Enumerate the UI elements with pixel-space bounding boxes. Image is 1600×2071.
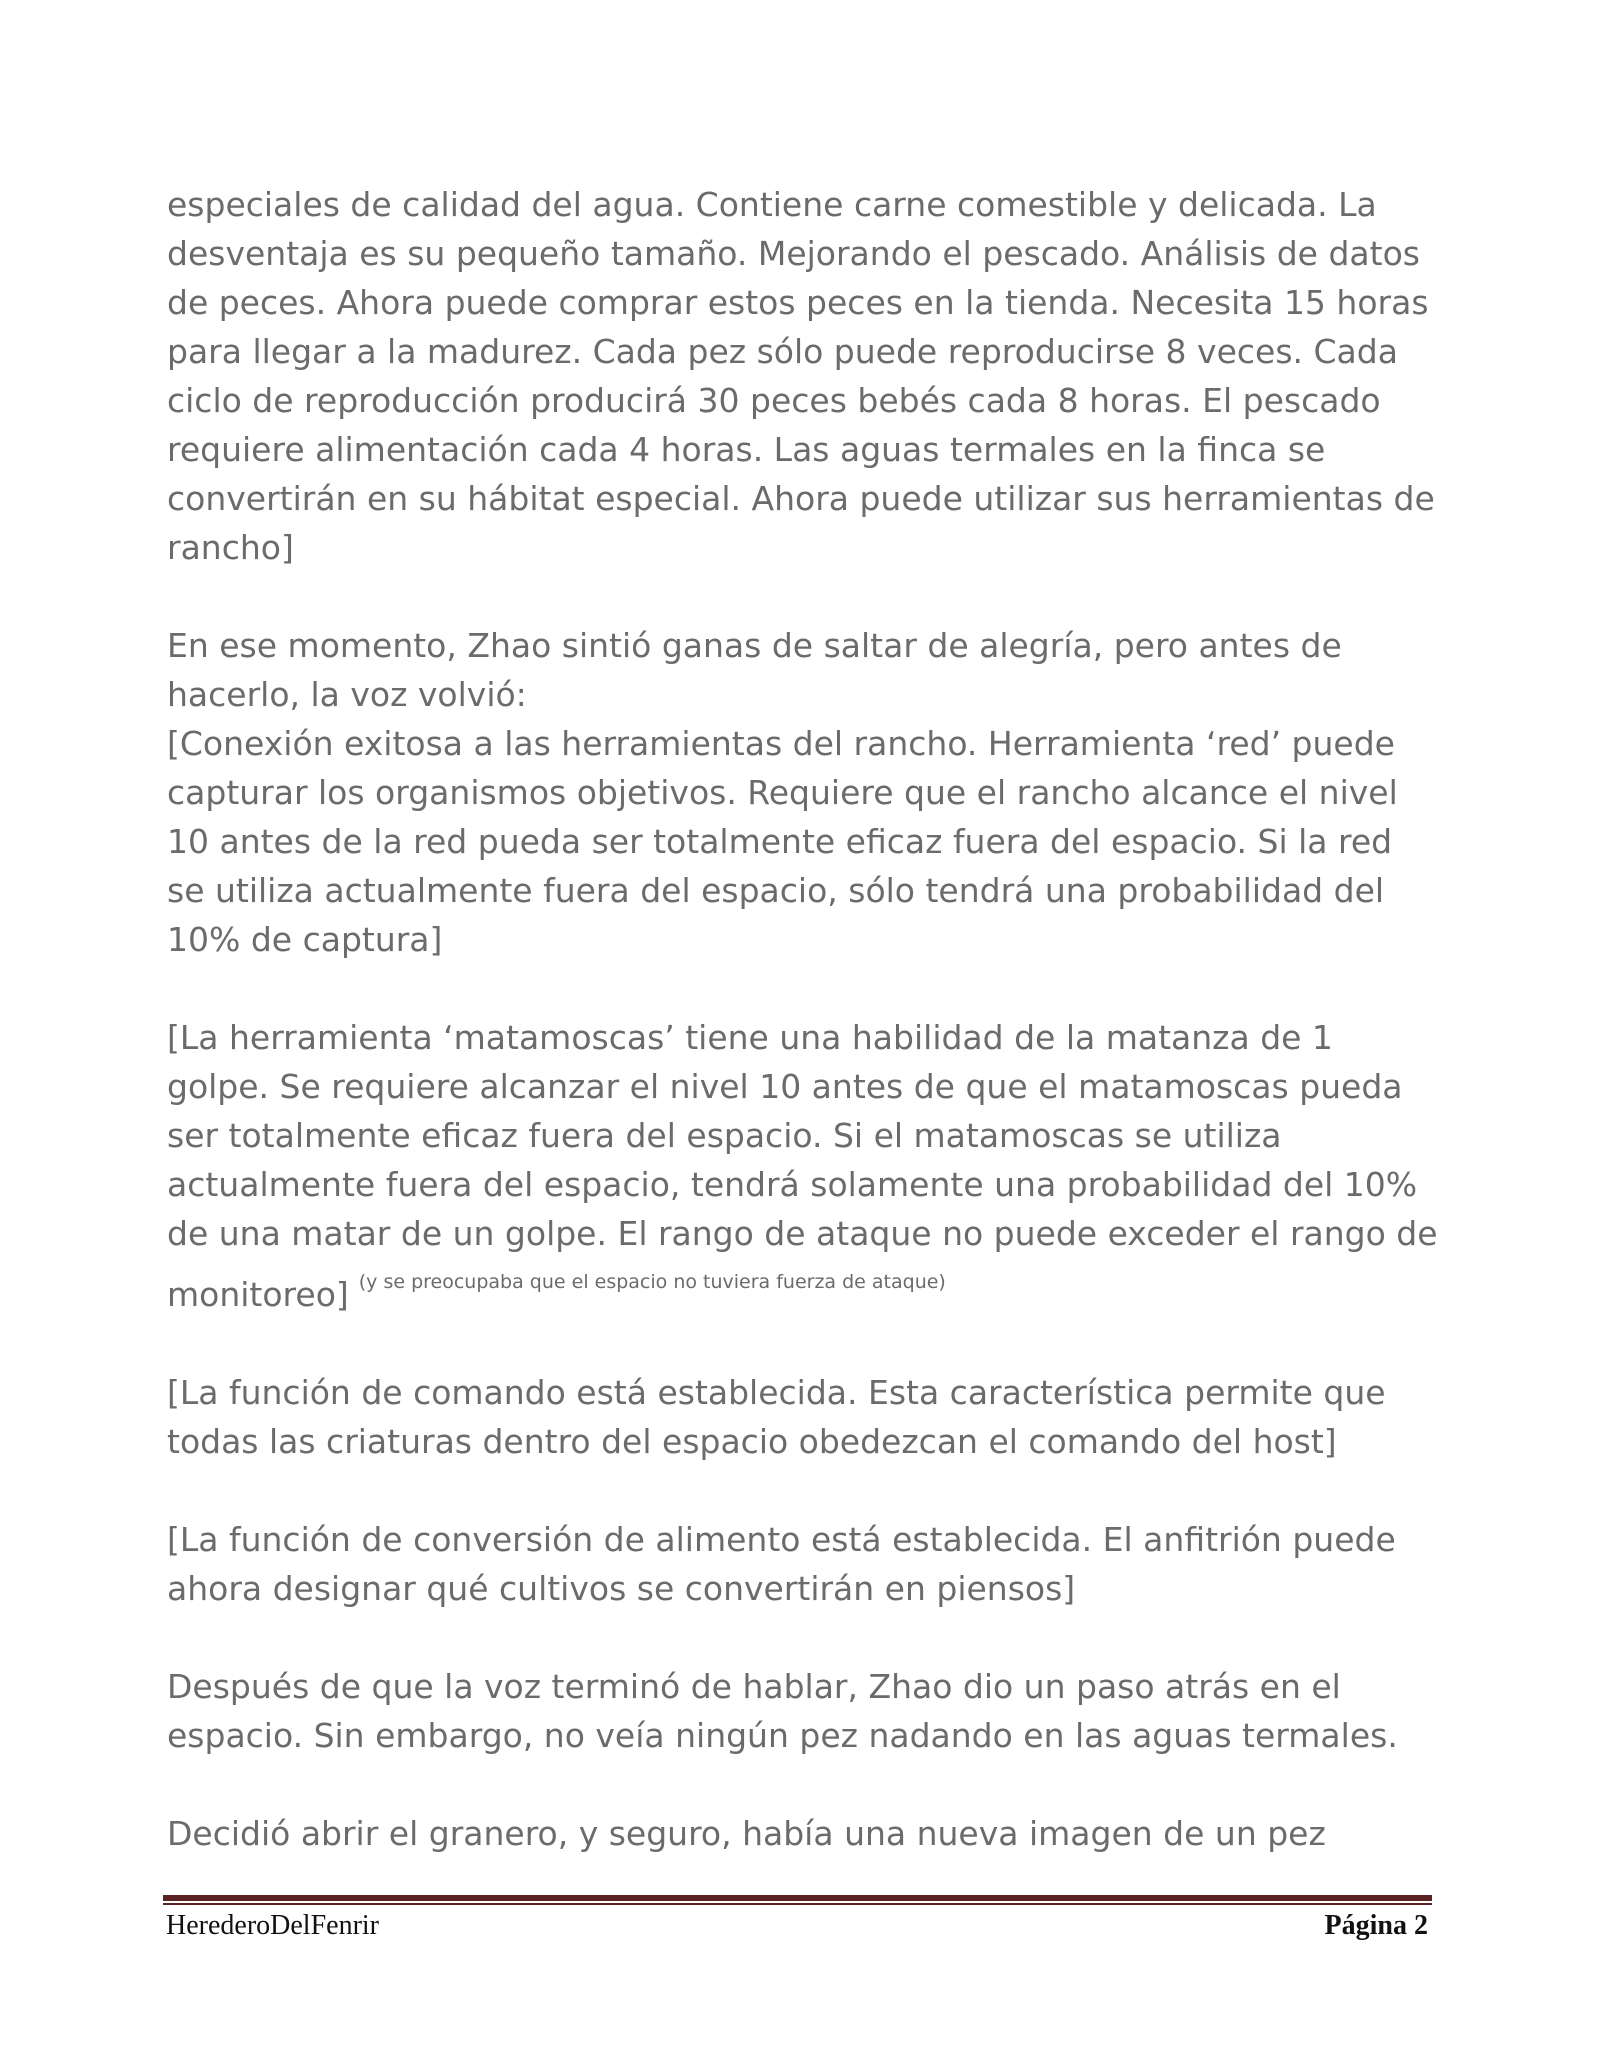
footer-rule-thin xyxy=(163,1903,1432,1905)
text-line: convertirán en su hábitat especial. Ahora puede utilizar sus herramientas de xyxy=(167,479,1435,518)
paragraph-3 xyxy=(167,1013,1438,1319)
footer-page-number: Página 2 xyxy=(1324,1910,1428,1941)
inline-note: (y se preocupaba que el espacio no tuviera fuerza de ataque) xyxy=(358,1271,946,1293)
text-line: 10 antes de la red pueda ser totalmente eficaz fuera del espacio. Si la red xyxy=(167,822,1393,861)
text-line: hacerlo, la voz volvió: xyxy=(167,675,527,714)
paragraph-gap xyxy=(167,1319,1435,1368)
text-line: se utiliza actualmente fuera del espacio, sólo tendrá una probabilidad del xyxy=(167,871,1385,910)
paragraph-gap xyxy=(167,1613,1435,1662)
paragraph-5 xyxy=(167,1515,1435,1613)
paragraph-6 xyxy=(167,1662,1435,1760)
text-line: En ese momento, Zhao sintió ganas de saltar de alegría, pero antes de xyxy=(167,626,1342,665)
text-line: [Conexión exitosa a las herramientas del rancho. Herramienta ‘red’ puede xyxy=(167,724,1395,763)
text-line: Decidió abrir el granero, y seguro, había una nueva imagen de un pez xyxy=(167,1814,1326,1853)
text-line: espacio. Sin embargo, no veía ningún pez nadando en las aguas termales. xyxy=(167,1716,1398,1755)
paragraph-gap xyxy=(167,1466,1435,1515)
paragraph-4 xyxy=(167,1368,1435,1466)
text-line: [La herramienta ‘matamoscas’ tiene una habilidad de la matanza de 1 xyxy=(167,1018,1333,1057)
footer-rule xyxy=(163,1895,1432,1901)
text-line: [La función de comando está establecida. Esta característica permite que xyxy=(167,1373,1386,1412)
paragraph-1 xyxy=(167,180,1435,572)
text-line xyxy=(167,1258,1435,1319)
text-line: de una matar de un golpe. El rango de ataque no puede exceder el rango de xyxy=(167,1214,1438,1253)
text-line: capturar los organismos objetivos. Requiere que el rancho alcance el nivel xyxy=(167,773,1398,812)
text-line: 10% de captura] xyxy=(167,920,443,959)
text-line: ser totalmente eficaz fuera del espacio. Si el matamoscas se utiliza xyxy=(167,1116,1282,1155)
text-line: [La función de conversión de alimento está establecida. El anfitrión puede xyxy=(167,1520,1396,1559)
text-line: todas las criaturas dentro del espacio obedezcan el comando del host] xyxy=(167,1422,1337,1461)
text-line: ciclo de reproducción producirá 30 peces bebés cada 8 horas. El pescado xyxy=(167,381,1381,420)
paragraph-2 xyxy=(167,621,1435,964)
text-line: golpe. Se requiere alcanzar el nivel 10 antes de que el matamoscas pueda xyxy=(167,1067,1403,1106)
text-line: para llegar a la madurez. Cada pez sólo puede reproducirse 8 veces. Cada xyxy=(167,332,1398,371)
paragraph-7 xyxy=(167,1809,1435,1858)
paragraph-gap xyxy=(167,1760,1435,1809)
text-line: especiales de calidad del agua. Contiene carne comestible y delicada. La xyxy=(167,185,1377,224)
footer-author: HerederoDelFenrir xyxy=(166,1910,380,1941)
text-line: actualmente fuera del espacio, tendrá solamente una probabilidad del 10% xyxy=(167,1165,1418,1204)
text-line: requiere alimentación cada 4 horas. Las aguas termales en la finca se xyxy=(167,430,1326,469)
text-line: de peces. Ahora puede comprar estos peces en la tienda. Necesita 15 horas xyxy=(167,283,1429,322)
body-text xyxy=(167,180,1438,1858)
text-line: rancho] xyxy=(167,528,294,567)
paragraph-gap xyxy=(167,572,1435,621)
text-line: desventaja es su pequeño tamaño. Mejorando el pescado. Análisis de datos xyxy=(167,234,1420,273)
text-line-content: monitoreo] xyxy=(167,1275,349,1314)
text-line: Después de que la voz terminó de hablar, Zhao dio un paso atrás en el xyxy=(167,1667,1341,1706)
paragraph-gap xyxy=(167,964,1435,1013)
text-line: ahora designar qué cultivos se convertirán en piensos] xyxy=(167,1569,1076,1608)
